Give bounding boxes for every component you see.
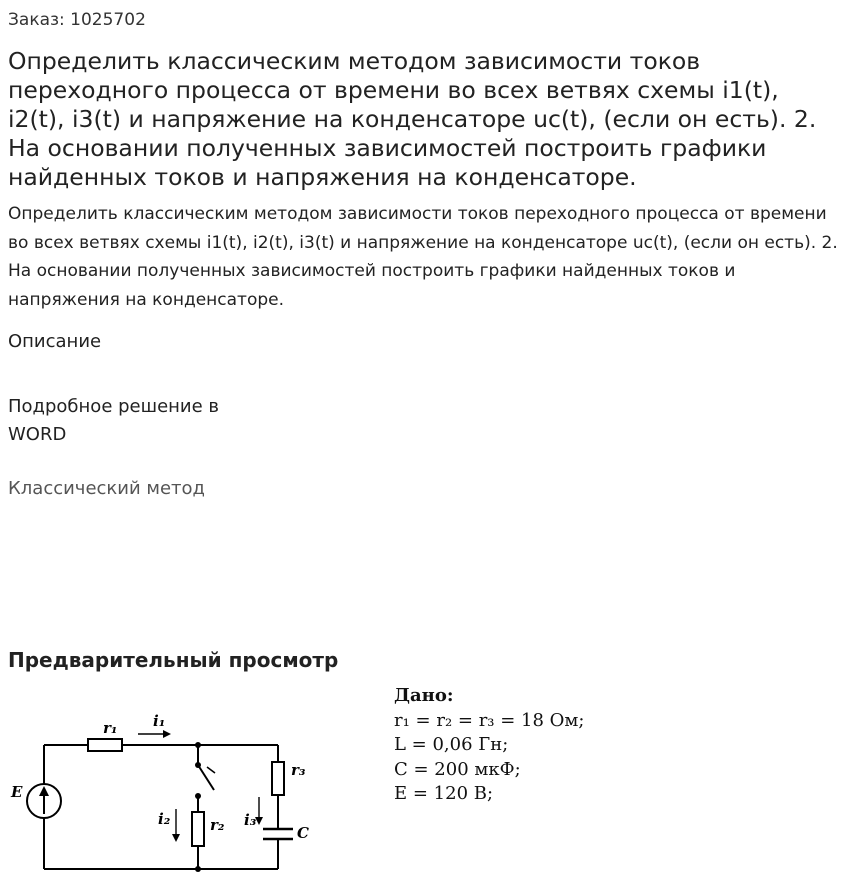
label-r2: r₂ (210, 816, 225, 834)
label-r3: r₃ (291, 761, 306, 779)
label-C: C (297, 824, 309, 842)
given-line: E = 120 В; (394, 783, 494, 804)
description-section-label: Описание (8, 331, 102, 352)
switch-icon (198, 765, 214, 790)
resistor-r1 (88, 739, 122, 751)
preview-heading: Предварительный просмотр (8, 648, 339, 672)
given-data (394, 684, 585, 807)
order-number: Заказ: 1025702 (8, 10, 146, 30)
solution-format-note: Подробное решение в WORD (8, 396, 220, 445)
given-title: Дано: (394, 685, 454, 706)
task-description: Определить классическим методом зависимости токов переходного процесса от времени во всех ветвях схемы i1(t), i2(t), i3(t) и напряжение на конденсаторе uc(t), (если он есть). 2. На основании полученных зависимостей построить графики найденных токов и напряжения на конденсаторе. (8, 204, 838, 310)
method-tag: Классический метод (8, 478, 205, 499)
label-i1: i₁ (153, 712, 166, 730)
given-line: C = 200 мкФ; (394, 758, 521, 780)
circuit-diagram (8, 682, 348, 887)
given-line: r₁ = r₂ = r₃ = 18 Ом; (394, 709, 585, 731)
label-i2: i₂ (158, 810, 171, 828)
preview-image (8, 682, 628, 887)
label-r1: r₁ (103, 719, 118, 737)
given-line: L = 0,06 Гн; (394, 734, 509, 755)
resistor-r3 (272, 762, 284, 795)
label-E: E (11, 783, 23, 801)
page-title: Определить классическим методом зависимости токов переходного процесса от времени во всех ветвях схемы i1(t), i2(t), i3(t) и напряжение на конденсаторе uc(t), (если он есть). 2. На основании полученных зависимостей построить графики найденных токов и напряжения на конденсаторе. (8, 47, 817, 191)
resistor-r2 (192, 812, 204, 846)
label-i3: i₃ (244, 811, 257, 829)
